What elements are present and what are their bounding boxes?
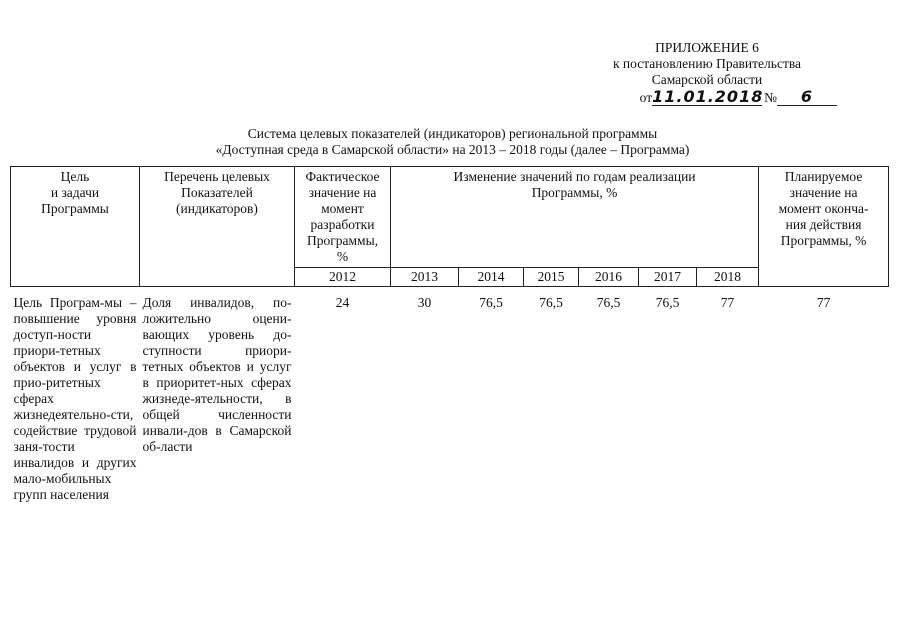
year-2015: 2015 xyxy=(524,268,579,287)
value-2018: 77 xyxy=(720,295,735,310)
value-2012: 24 xyxy=(335,295,350,310)
table-row xyxy=(11,287,889,504)
year-2012: 2012 xyxy=(295,268,391,287)
value-2013: 30 xyxy=(417,295,432,310)
year-2014: 2014 xyxy=(459,268,524,287)
from-label: от xyxy=(639,90,653,105)
appendix-line-2: Самарской области xyxy=(651,72,763,87)
appendix-title: ПРИЛОЖЕНИЕ 6 xyxy=(655,40,759,55)
header-actual: Фактическое значение на момент разработки Программы, % xyxy=(295,167,391,268)
value-2017: 76,5 xyxy=(655,295,680,310)
header-planned: Планируемое значение на момент оконча- ния действия Программы, % xyxy=(759,167,889,287)
document-title-line-2: «Доступная среда в Самарской области» на 2013 – 2018 годы (далее – Программа) xyxy=(215,142,690,157)
document-title-line-1: Система целевых показателей (индикаторов) региональной программы xyxy=(247,126,658,141)
header-indicators: Перечень целевых Показателей (индикаторов) xyxy=(140,167,295,287)
handwritten-date: 11.01.2018 xyxy=(652,87,764,106)
header-change: Изменение значений по годам реализации Программы, % xyxy=(391,167,759,268)
value-2014: 76,5 xyxy=(479,295,503,310)
document-title xyxy=(0,126,905,158)
header-goal: Цель и задачи Программы xyxy=(11,167,140,287)
number-label: № xyxy=(764,90,777,105)
indicators-table xyxy=(10,166,889,503)
indicator-cell: Доля инвалидов, по-ложительно оцени-вающих уровень до-ступности приори-тетных объектов и услуг в приоритет-ных сферах жизнеде-ятельности, в общей численности инвали-дов в Самарской об-ласти xyxy=(142,295,292,454)
handwritten-number: 6 xyxy=(777,89,837,106)
planned-value: 77 xyxy=(816,295,831,310)
appendix-line-1: к постановлению Правительства xyxy=(612,56,802,71)
appendix-date-line xyxy=(577,89,837,106)
goal-cell: Цель Програм-мы – повышение уровня доступ-ности приори-тетных объектов и услуг в прио-ритетных сферах жизнедеятельно-сти, содействие трудовой заня-тости инвалидов и других мало-мобильных групп населения xyxy=(13,295,137,502)
header-row xyxy=(11,167,889,268)
value-2016: 76,5 xyxy=(596,295,621,310)
value-2015: 76,5 xyxy=(539,295,563,310)
year-2013: 2013 xyxy=(391,268,459,287)
year-2018: 2018 xyxy=(697,268,759,287)
year-2016: 2016 xyxy=(579,268,639,287)
appendix-block xyxy=(577,40,837,106)
year-2017: 2017 xyxy=(639,268,697,287)
